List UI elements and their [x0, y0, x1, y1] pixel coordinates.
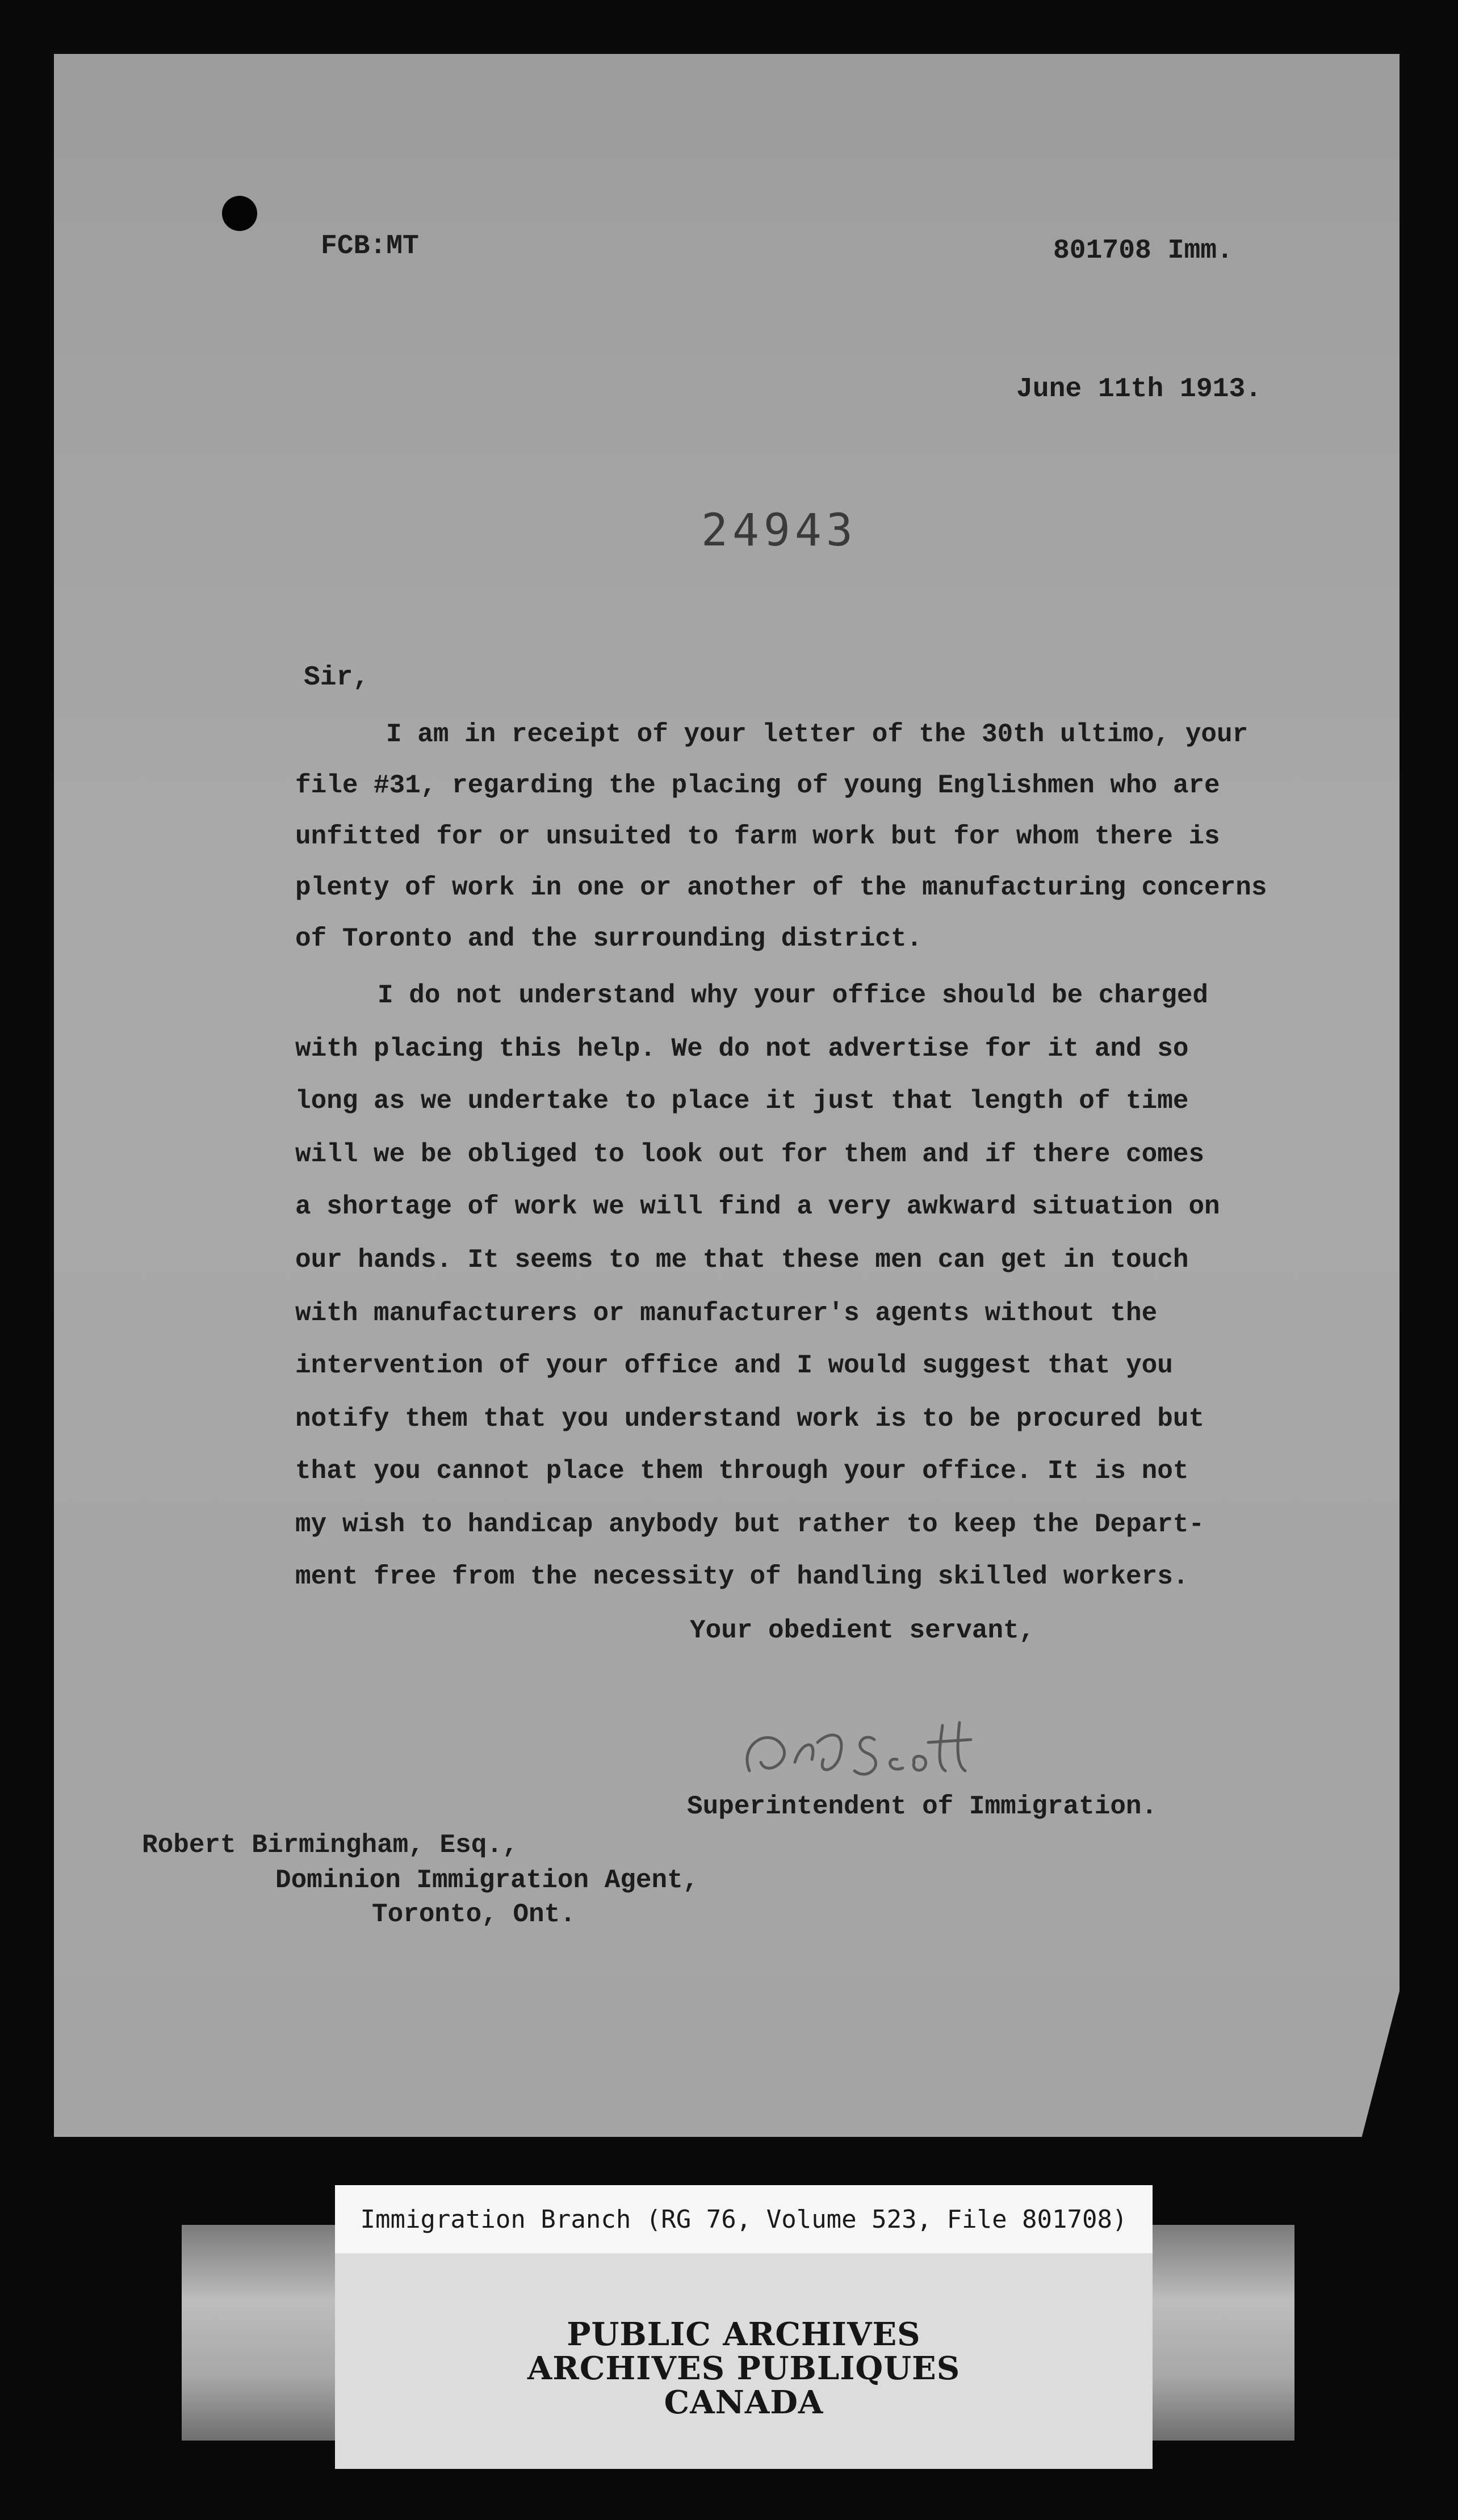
addressee-location: Toronto, Ont. — [372, 1900, 576, 1929]
body-line: intervention of your office and I would suggest that you — [295, 1351, 1173, 1380]
body-line: I am in receipt of your letter of the 30th ultimo, your — [386, 720, 1248, 749]
body-line: of Toronto and the surrounding district. — [295, 924, 923, 954]
signatory-title: Superintendent of Immigration. — [687, 1792, 1158, 1821]
body-line: I do not understand why your office should be charged — [378, 981, 1209, 1010]
addressee-position: Dominion Immigration Agent, — [275, 1866, 699, 1895]
file-reference: 801708 Imm. — [1053, 236, 1233, 266]
reference-initials: FCB:MT — [321, 231, 419, 262]
body-line: unfitted for or unsuited to farm work but for whom there is — [295, 822, 1220, 851]
body-line: long as we undertake to place it just that length of time — [295, 1086, 1189, 1116]
archive-stamp-line: CANADA — [664, 2384, 824, 2421]
body-line: my wish to handicap anybody but rather to keep the Depart- — [295, 1510, 1205, 1539]
body-line: that you cannot place them through your office. It is not — [295, 1456, 1189, 1486]
archive-stamp-line: PUBLIC ARCHIVES — [567, 2316, 921, 2353]
body-line: will we be obliged to look out for them and if there comes — [295, 1140, 1205, 1169]
archive-reference-label: Immigration Branch (RG 76, Volume 523, File 801708) — [335, 2185, 1153, 2253]
body-line: file #31, regarding the placing of young Englishmen who are — [295, 771, 1220, 800]
addressee-name: Robert Birmingham, Esq., — [142, 1830, 518, 1860]
archive-stamp-line: ARCHIVES PUBLIQUES — [527, 2350, 961, 2387]
letter-date: June 11th 1913. — [1016, 374, 1262, 405]
registry-stamp-number: 24943 — [701, 505, 857, 556]
body-line: a shortage of work we will find a very awkward situation on — [295, 1192, 1220, 1221]
body-line: with placing this help. We do not advertise for it and so — [295, 1034, 1189, 1064]
handwritten-signature — [732, 1708, 1101, 1794]
body-line: our hands. It seems to me that these men can get in touch — [295, 1245, 1189, 1275]
body-line: with manufacturers or manufacturer's agents without the — [295, 1299, 1158, 1328]
closing: Your obedient servant, — [690, 1616, 1035, 1645]
punch-hole — [222, 196, 257, 231]
salutation: Sir, — [304, 662, 370, 693]
body-line: notify them that you understand work is to be procured but — [295, 1404, 1205, 1434]
body-line: plenty of work in one or another of the manufacturing concerns — [295, 873, 1267, 902]
body-line: ment free from the necessity of handling skilled workers. — [295, 1562, 1189, 1591]
